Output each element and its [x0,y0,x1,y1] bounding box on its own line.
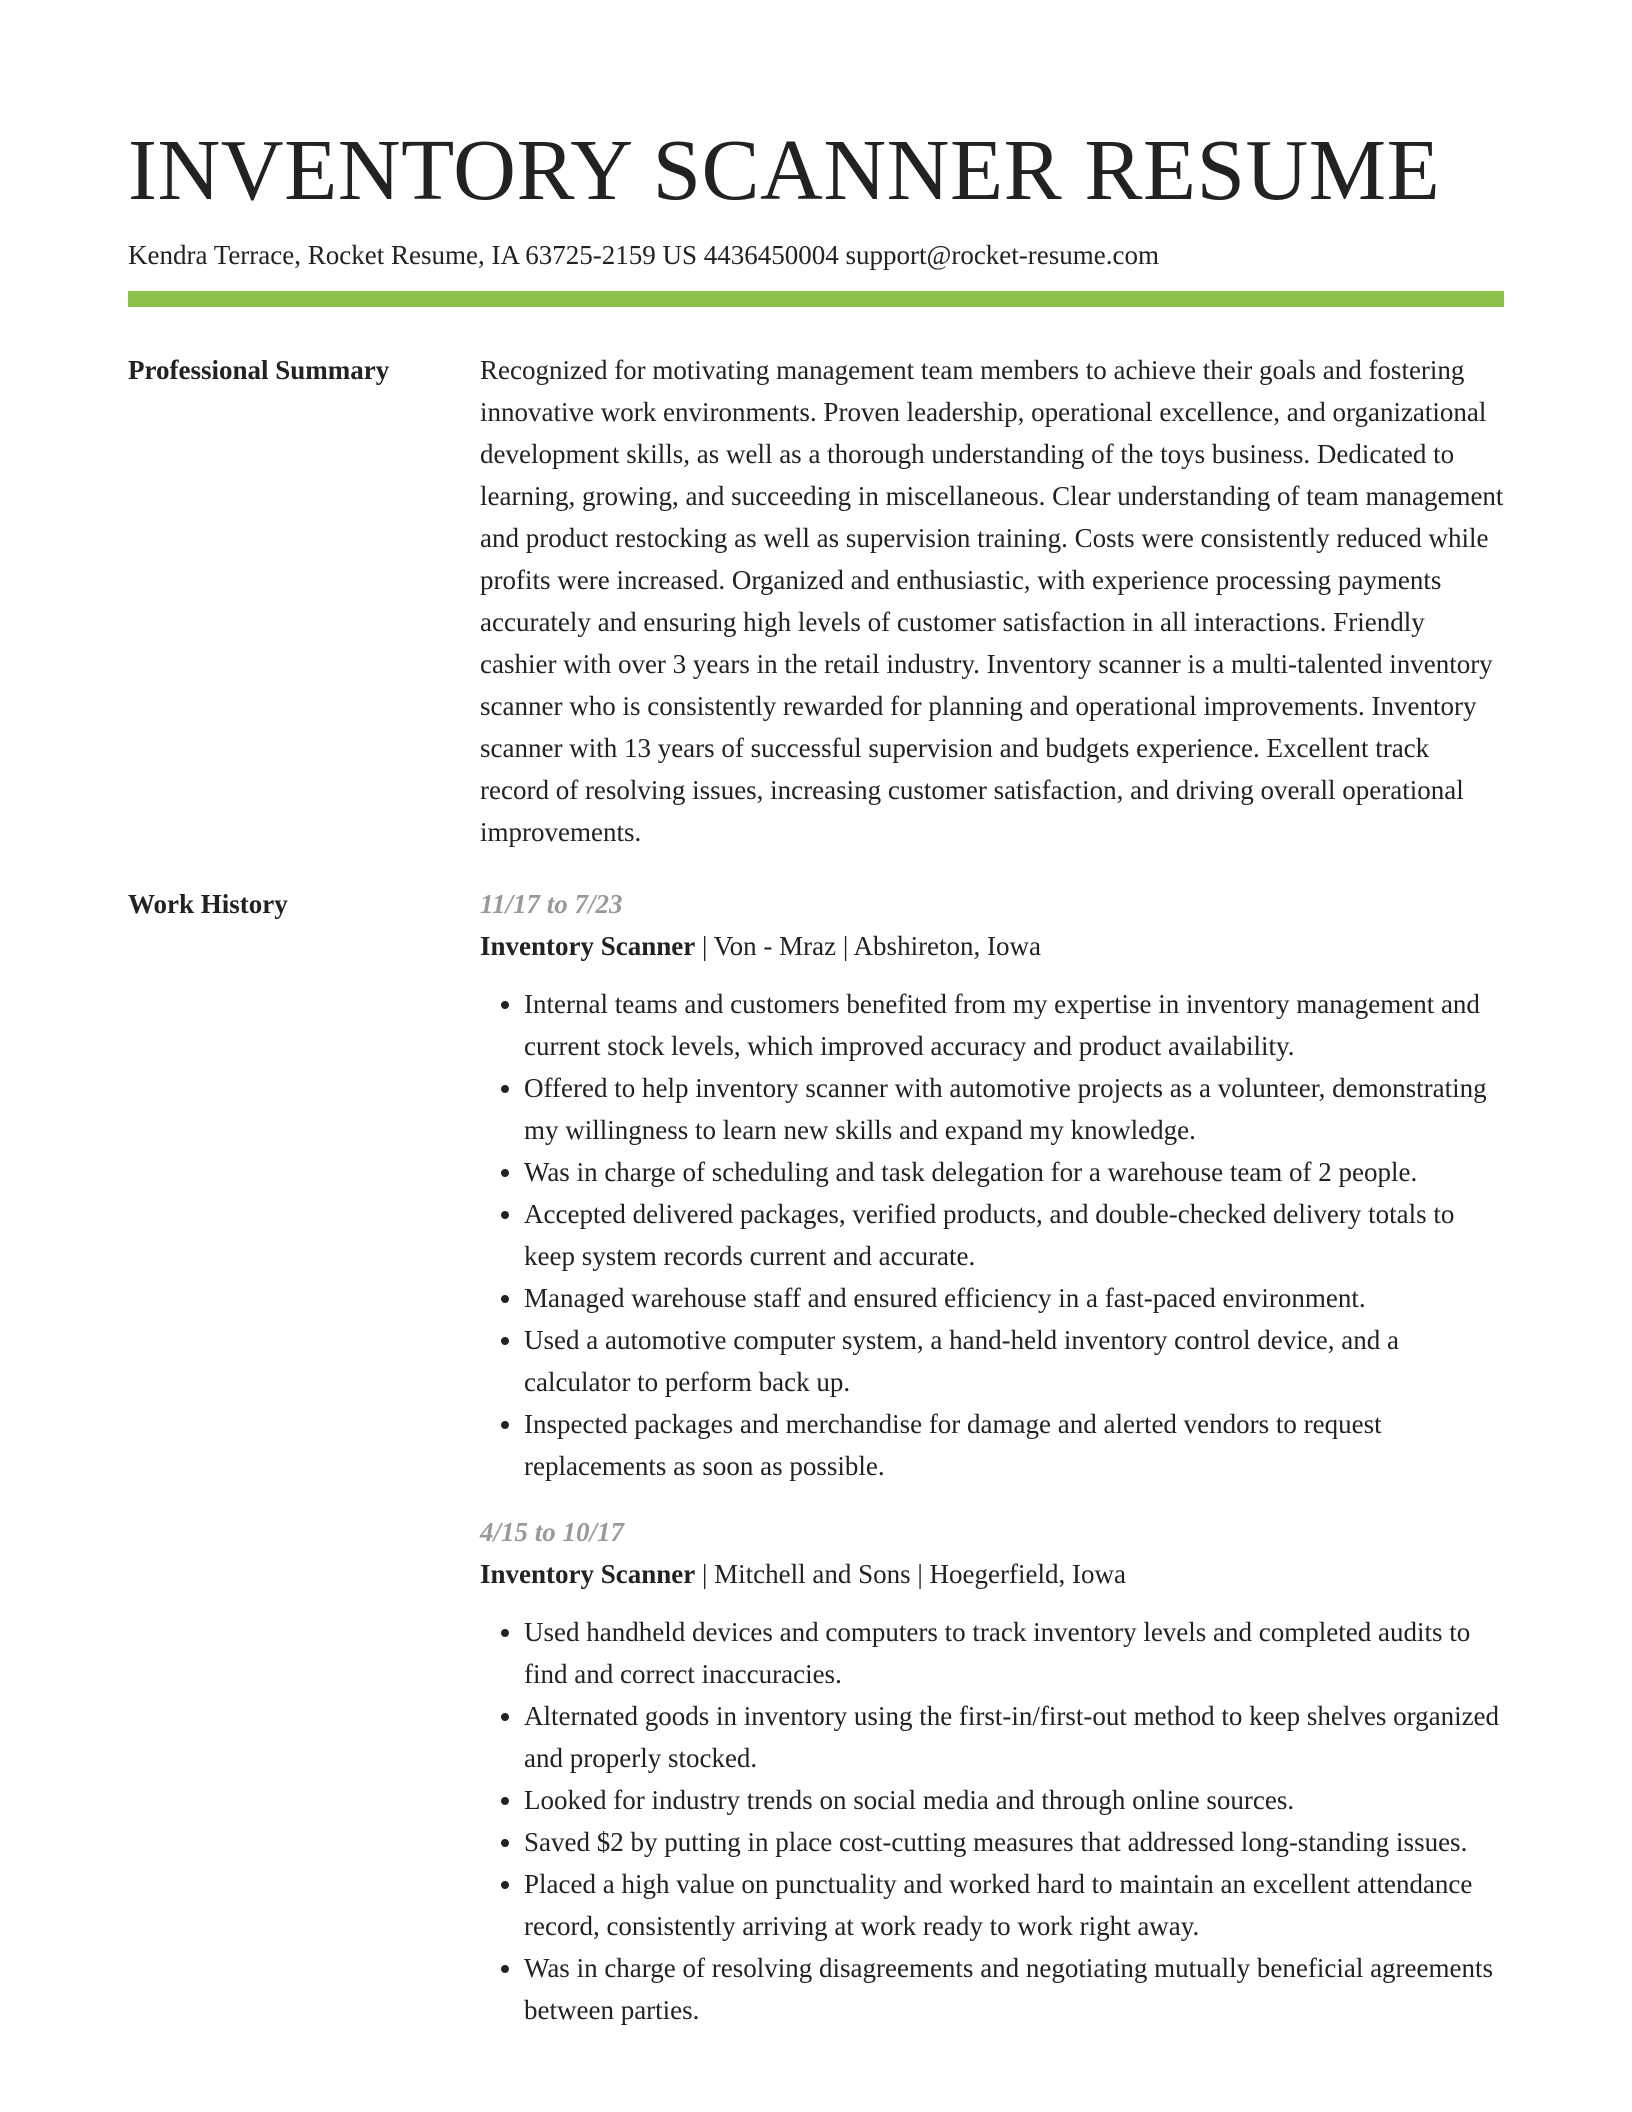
job-duty: • Alternated goods in inventory using the first-in/first-out method to keep shelves organized and properly stocked. [524,1695,1504,1779]
professional-summary-heading: Professional Summary [128,355,390,385]
job-duty: • Saved $2 by putting in place cost-cutting measures that addressed long-standing issues. [524,1821,1504,1863]
resume-title: INVENTORY SCANNER RESUME [128,121,1441,218]
job-heading [480,925,1504,967]
job-duty: • Internal teams and customers benefited from my expertise in inventory management and current stock levels, which improved accuracy and product availability. [524,983,1504,1067]
contact-info: Kendra Terrace, Rocket Resume, IA 63725-2159 US 4436450004 support@rocket-resume.com [128,240,1159,270]
accent-divider [128,291,1504,307]
professional-summary-text: Recognized for motivating management team members to achieve their goals and fostering innovative work environments. Proven leadership, operational excellence, and organizational development skills, as well as a thorough understanding of the toys business. Dedicated to learning, growing, and succeeding in miscellaneous. Clear understanding of team management and product restocking as well as supervision training. Costs were consistently reduced while profits were increased. Organized and enthusiastic, with experience processing payments accurately and ensuring high levels of customer satisfaction in all interactions. Friendly cashier with over 3 years in the retail industry. Inventory scanner is a multi-talented inventory scanner who is consistently rewarded for planning and operational improvements. Inventory scanner with 13 years of successful supervision and budgets experience. Excellent track record of resolving issues, increasing customer satisfaction, and driving overall operational improvements. [480,355,1504,847]
job-dates: 11/17 to 7/23 [480,889,623,919]
professional-summary-section [128,349,1504,853]
job-title: Inventory Scanner [480,931,696,961]
job-entry [480,1511,1504,2031]
job-duty: • Managed warehouse staff and ensured efficiency in a fast-paced environment. [524,1277,1504,1319]
work-history-body [480,883,1504,2031]
job-duty: • Offered to help inventory scanner with automotive projects as a volunteer, demonstrating my willingness to learn new skills and expand my knowledge. [524,1067,1504,1151]
job-duty: • Inspected packages and merchandise for damage and alerted vendors to request replacements as soon as possible. [524,1403,1504,1487]
job-duty: • Used a automotive computer system, a hand-held inventory control device, and a calculator to perform back up. [524,1319,1504,1403]
resume-page [128,0,1504,2031]
professional-summary-body [480,349,1504,853]
job-duty: • Was in charge of scheduling and task delegation for a warehouse team of 2 people. [524,1151,1504,1193]
work-history-section [128,883,1504,2031]
job-employer-location: | Mitchell and Sons | Hoegerfield, Iowa [695,1559,1126,1589]
job-dates: 4/15 to 10/17 [480,1517,625,1547]
job-duty: • Looked for industry trends on social media and through online sources. [524,1779,1504,1821]
job-duty: • Placed a high value on punctuality and worked hard to maintain an excellent attendance record, consistently arriving at work ready to work right away. [524,1863,1504,1947]
job-heading [480,1553,1504,1595]
job-duty: • Used handheld devices and computers to track inventory levels and completed audits to find and correct inaccuracies. [524,1611,1504,1695]
job-duty: • Was in charge of resolving disagreements and negotiating mutually beneficial agreements between parties. [524,1947,1504,2031]
job-title: Inventory Scanner [480,1559,696,1589]
job-duties-list [480,983,1504,1487]
job-duties-list [480,1611,1504,2031]
job-duty: • Accepted delivered packages, verified products, and double-checked delivery totals to keep system records current and accurate. [524,1193,1504,1277]
work-history-heading: Work History [128,889,288,919]
job-employer-location: | Von - Mraz | Abshireton, Iowa [695,931,1042,961]
job-entry [480,883,1504,1487]
